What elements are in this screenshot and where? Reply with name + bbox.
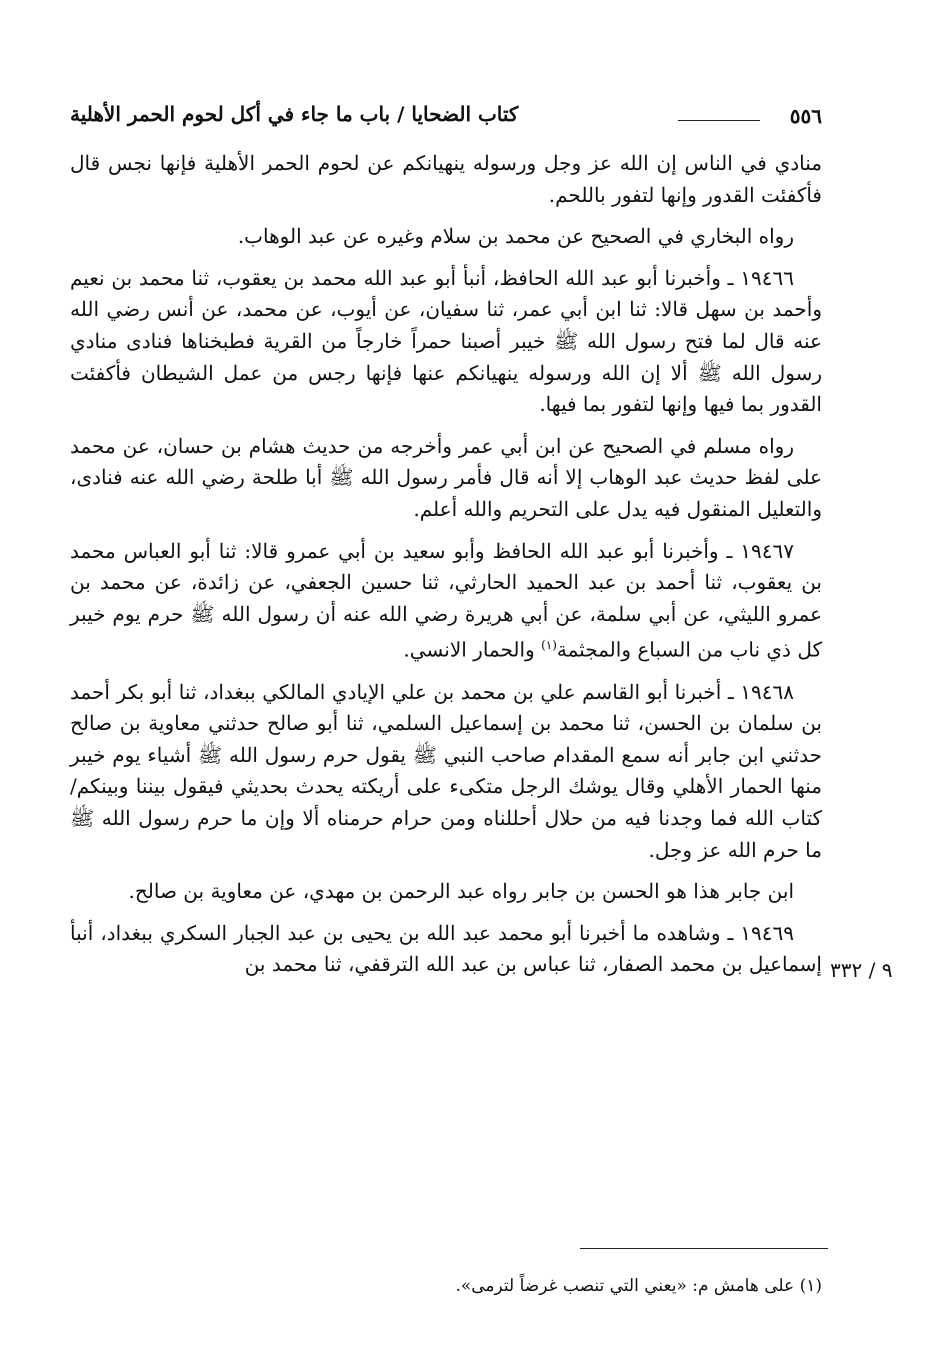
paragraph-text: والحمار الانسي.: [403, 637, 542, 662]
paragraph-text: ١٩٤٦٧ ـ وأخبرنا أبو عبد الله الحافظ وأبو سعيد بن أبي عمرو قالا: ثنا أبو العباس محمد بن يعقوب، ثنا أحمد بن عبد الحميد الحارثي، ثنا حسين الجعفي، عن زائدة، عن محمد بن عمرو الليثي، عن أبي سلمة، عن أبي هريرة رضي الله عنه أن رسول الله ﷺ حرم يوم خيبر كل ذي ناب من السباع والمجثمة: [70, 538, 822, 662]
footnote: (١) على هامش م: «يعني التي تنصب غرضاً لترمى».: [455, 1276, 822, 1296]
paragraph: ١٩٤٦٩ ـ وشاهده ما أخبرنا أبو محمد عبد الله بن يحيى بن عبد الجبار السكري ببغداد، أنبأ إسماعيل بن محمد الصفار، ثنا عباس بن عبد الله الترقفي، ثنا محمد بن: [70, 920, 822, 977]
margin-page-marker: ٩ / ٣٣٢: [830, 958, 893, 982]
footnote-rule: [580, 1248, 828, 1249]
page-number: ٥٥٦: [789, 104, 822, 128]
body-text: [70, 148, 822, 991]
paragraph: رواه البخاري في الصحيح عن محمد بن سلام وغيره عن عبد الوهاب.: [237, 224, 794, 249]
page-header: [70, 100, 822, 136]
header-rule: [678, 120, 760, 121]
paragraph: منادي في الناس إن الله عز وجل ورسوله ينهيانكم عن لحوم الحمر الأهلية فإنها نجس قال فأكفئت القدور وإنها لتفور باللحم.: [70, 151, 822, 207]
paragraph: رواه مسلم في الصحيح عن ابن أبي عمر وأخرجه من حديث هشام بن حسان، عن محمد على لفظ حديث عبد الوهاب إلا أنه قال فأمر رسول الله ﷺ أبا طلحة رضي الله عنه فنادى، والتعليل المنقول فيه يدل على التحريم والله أعلم.: [70, 433, 822, 521]
paragraph: ابن جابر هذا هو الحسن بن جابر رواه عبد الرحمن بن مهدي، عن معاوية بن صالح.: [128, 879, 794, 904]
running-title: كتاب الضحايا / باب ما جاء في أكل لحوم الحمر الأهلية: [70, 102, 519, 126]
footnote-reference[interactable]: (١): [541, 638, 557, 653]
paragraph: [70, 536, 822, 667]
paragraph: ١٩٤٦٨ ـ أخبرنا أبو القاسم علي بن محمد بن علي الإيادي المالكي ببغداد، ثنا أبو بكر أحمد بن سلمان بن الحسن، ثنا محمد بن إسماعيل السلمي، ثنا أبو صالح حدثني معاوية بن صالح حدثني ابن جابر أنه سمع المقدام صاحب النبي ﷺ يقول حرم رسول الله ﷺ أشياء يوم خيبر منها الحمار الأهلي وقال يوشك الرجل متكىء على أريكته يحدث بحديثي فيقول بيننا وبينكم/ كتاب الله فما وجدنا فيه من حلال أحللناه ومن حرام حرمناه ألا وإن ما حرم رسول الله ﷺ ما حرم الله عز وجل.: [70, 679, 822, 862]
paragraph: ١٩٤٦٦ ـ وأخبرنا أبو عبد الله الحافظ، أنبأ أبو عبد الله محمد بن يعقوب، ثنا محمد بن نعيم وأحمد بن سهل قالا: ثنا ابن أبي عمر، ثنا سفيان، عن أيوب، عن محمد، عن أنس رضي الله عنه قال لما فتح رسول الله ﷺ خيبر أصبنا حمراً خارجاً من القرية فطبخناها فنادى منادي رسول الله ﷺ ألا إن الله ورسوله ينهيانكم عنها فإنها رجس من عمل الشيطان فأكفئت القدور بما فيها وإنها لتفور بما فيها.: [70, 265, 822, 417]
